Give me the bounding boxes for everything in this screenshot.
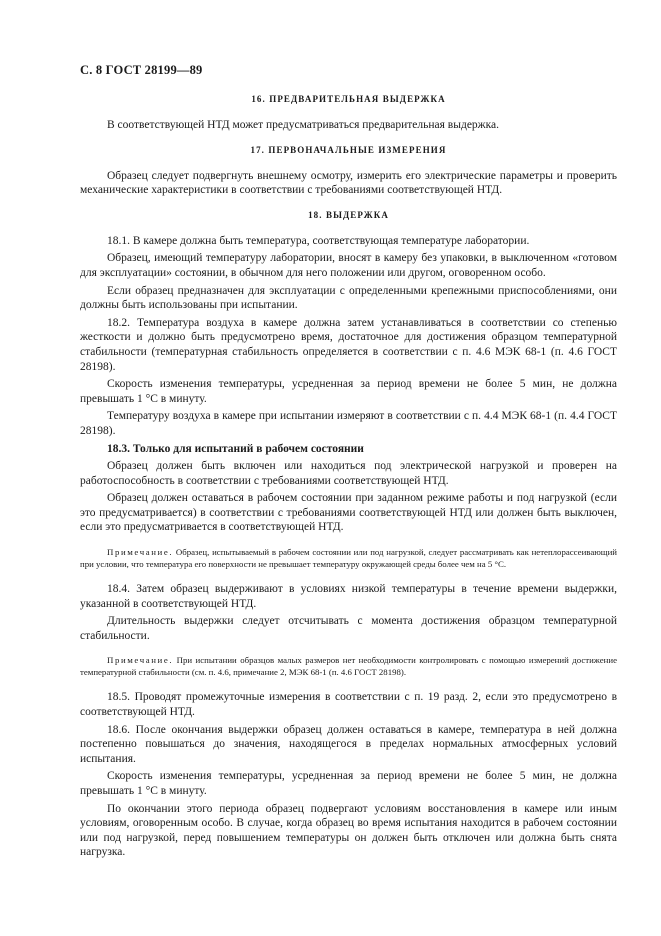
- note-1: [80, 547, 617, 570]
- paragraph-18-2-c: Температуру воздуха в камере при испытании измеряют в соответствии с п. 4.4 МЭК 68-1 (п. 4.4 ГОСТ 28198).: [80, 410, 617, 437]
- paragraph-18-6-c: По окончании этого периода образец подвергают условиям восстановления в камере или иным условиям, оговоренным особо. В случае, когда образец во время испытания находится в рабочем состоянии или под нагрузкой, перед повышением температуры он должен быть отключен или должна быть снята нагрузка.: [80, 802, 617, 859]
- paragraph-18-3-b: Образец должен оставаться в рабочем состоянии при заданном режиме работы и под нагрузкой (если это предусматривается) в соответствии с требованиями соответствующей НТД или должен быть выключен, если это предусматривается в соответствующей НТД.: [80, 492, 617, 534]
- paragraph-18-4: 18.4. Затем образец выдерживают в условиях низкой температуры в течение времени выдержки, указанной в соответствующей НТД.: [80, 583, 617, 610]
- paragraph-18-6-b: Скорость изменения температуры, усредненная за период времени не более 5 мин, не должна превышать 1 °С в минуту.: [80, 770, 617, 797]
- section-18-title: 18. ВЫДЕРЖКА: [308, 209, 389, 220]
- paragraph-18-5: 18.5. Проводят промежуточные измерения в соответствии с п. 19 разд. 2, если это предусмотрено в соответствующей НТД.: [80, 691, 617, 719]
- note-1-text: Образец, испытываемый в рабочем состоянии или под нагрузкой, следует рассматривать как нетеплорассеивающий при условии, что температура его поверхности не превышает температуру окружающей среды более чем на 5 °С.: [80, 547, 617, 569]
- page-content: [80, 94, 617, 860]
- note-1-label: Примечание.: [107, 547, 174, 558]
- paragraph-18-6: 18.6. После окончания выдержки образец должен оставаться в камере, температура в ней должна постепенно повышаться до значения, находящегося в пределах нормальных атмосферных условий испытания.: [80, 723, 617, 765]
- note-2-label: Примечание.: [107, 655, 174, 666]
- section-17-paragraph: Образец следует подвергнуть внешнему осмотру, измерить его электрические параметры и проверить механические характеристики в соответствии с требованиями соответствующей НТД.: [80, 169, 617, 197]
- paragraph-18-1-c: Если образец предназначен для эксплуатации с определенными крепежными приспособлениями, они должны быть использованы при испытании.: [80, 284, 617, 312]
- paragraph-18-1-b: Образец, имеющий температуру лаборатории, вносят в камеру без упаковки, в выключенном «готовом для эксплуатации» состоянии, в обычном для него положении или другом, оговоренном особо.: [80, 252, 617, 279]
- section-16-title: 16. ПРЕДВАРИТЕЛЬНАЯ ВЫДЕРЖКА: [251, 94, 446, 104]
- paragraph-18-1: 18.1. В камере должна быть температура, соответствующая температуре лаборатории.: [107, 234, 530, 247]
- paragraph-18-2: 18.2. Температура воздуха в камере должна затем устанавливаться в соответствии со степенью жесткости и должно быть предусмотрено время, достаточное для достижения образцом температурной стабильности (температурная стабильность определяется в соответствии с п. 4.6 МЭК 68-1 (п. 4.6 ГОСТ 28198).: [80, 316, 617, 373]
- note-2: [80, 655, 617, 678]
- paragraph-18-3-a: Образец должен быть включен или находиться под электрической нагрузкой и проверен на работоспособность в соответствии с требованиями соответствующей НТД.: [80, 460, 617, 487]
- paragraph-18-3-title: 18.3. Только для испытаний в рабочем состоянии: [107, 442, 364, 455]
- paragraph-18-2-b: Скорость изменения температуры, усредненная за период времени не более 5 мин, не должна превышать 1 °С в минуту.: [80, 378, 617, 405]
- page-header: С. 8 ГОСТ 28199—89: [80, 63, 203, 77]
- note-2-text: При испытании образцов малых размеров нет необходимости контролировать с помощью измерений достижение температурной стабильности (см. п. 4.6, примечание 2, МЭК 68-1 (п. 4.6 ГОСТ 28198).: [80, 655, 617, 677]
- paragraph-18-4-b: Длительность выдержки следует отсчитывать с момента достижения образцом температурной стабильности.: [80, 615, 617, 642]
- section-16-paragraph: В соответствующей НТД может предусматриваться предварительная выдержка.: [107, 119, 500, 131]
- section-17-title: 17. ПЕРВОНАЧАЛЬНЫЕ ИЗМЕРЕНИЯ: [250, 144, 447, 155]
